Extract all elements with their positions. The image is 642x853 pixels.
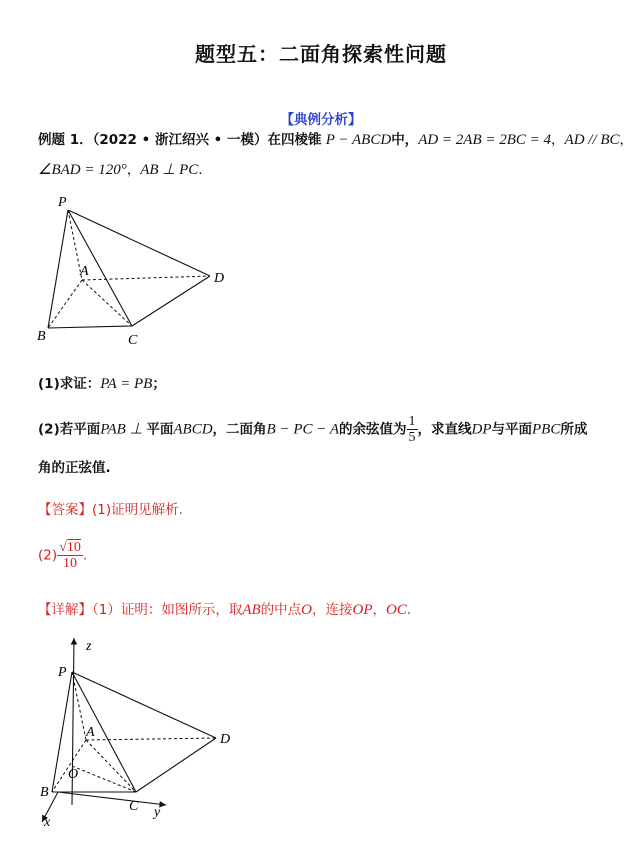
part2-plane3: PBC	[532, 421, 561, 438]
section-heading: 【典例分析】	[280, 112, 362, 128]
part2-c: ，二面角	[212, 421, 267, 438]
pyramid-figure-1	[30, 188, 250, 353]
edge2-CD	[136, 738, 216, 792]
part2-frac-num: 1	[408, 414, 416, 429]
label2-C: C	[129, 799, 139, 814]
detail-l2: OC	[386, 602, 407, 618]
edge-BC	[48, 326, 132, 328]
detail-pt: O	[301, 602, 313, 618]
answer2-fraction	[57, 540, 83, 571]
problem-eq4: AB ⊥ PC	[140, 162, 199, 178]
label2-D: D	[220, 732, 231, 747]
part2-angle: B − PC − A	[266, 421, 340, 438]
problem-mid: 中，	[391, 132, 419, 148]
detail-text3: ，连接	[312, 602, 353, 618]
problem-solid: P − ABCD	[325, 132, 392, 148]
label-C: C	[128, 333, 138, 348]
part2-g: 所成	[560, 421, 588, 438]
answer2-end: .	[82, 547, 88, 564]
part2-b: 平面	[146, 421, 174, 438]
answer-label: 【答案】	[38, 502, 92, 518]
edge-AB	[48, 280, 82, 328]
edge2-OC	[72, 766, 136, 792]
problem-sep2: ，	[619, 132, 634, 148]
answer-text: (1)证明见解析.	[92, 502, 183, 518]
edge2-PC	[72, 672, 136, 792]
problem-eq2: AD // BC	[564, 132, 620, 148]
label2-B: B	[40, 785, 49, 800]
problem-eq1: AD = 2AB = 2BC = 4	[418, 132, 552, 148]
problem-prefix: 例题 1．（2022 • 浙江绍兴 • 一模）在四棱锥	[38, 132, 322, 148]
answer2-line	[38, 540, 87, 571]
part2-line: DP	[471, 421, 492, 438]
part2-fraction	[407, 414, 418, 445]
part1-end: ；	[152, 376, 166, 392]
answer2-label: (2)	[38, 547, 58, 564]
part2-frac-den: 5	[408, 430, 416, 445]
problem-sep3: ，	[126, 162, 141, 178]
detail-line	[38, 598, 411, 619]
detail-text1: （1）证明：如图所示，取	[92, 602, 243, 618]
edge2-AB	[52, 740, 86, 792]
edge2-PA	[72, 672, 86, 740]
detail-text4: ，	[372, 602, 387, 618]
problem-line-1	[38, 128, 633, 149]
axis-y	[58, 792, 166, 805]
edge-AC	[82, 280, 132, 326]
problem-end: .	[198, 162, 203, 178]
part1-line	[38, 372, 166, 393]
edge-PD	[68, 210, 210, 276]
part1-formula: PA = PB	[100, 376, 153, 392]
part2-d: 的余弦值为	[339, 421, 407, 438]
answer-line	[38, 498, 183, 518]
part2-plane1: PAB	[100, 421, 126, 438]
answer2-numerator: √10	[59, 540, 81, 555]
detail-text2: 的中点	[260, 602, 302, 618]
detail-seg: AB	[242, 602, 261, 618]
answer2-sqrt-value: 10	[66, 540, 81, 555]
detail-l1: OP	[352, 602, 373, 618]
edge-PC	[68, 210, 132, 326]
pyramid-figure-2	[28, 630, 258, 830]
label-A: A	[80, 264, 89, 279]
answer2-denominator: 10	[62, 556, 77, 571]
problem-eq3: ∠BAD = 120°	[38, 162, 127, 178]
part2-a: (2)若平面	[38, 421, 101, 438]
label2-y: y	[154, 805, 161, 820]
part2-line-1	[38, 414, 587, 445]
part2-line-2: 角的正弦值.	[38, 460, 111, 476]
label2-z: z	[86, 639, 92, 654]
part2-f: 与平面	[491, 421, 533, 438]
part2-perp: ⊥	[125, 421, 147, 438]
label-B: B	[37, 329, 46, 344]
edge-AD	[82, 276, 210, 280]
edge-PB	[48, 210, 68, 328]
detail-end: .	[406, 602, 412, 618]
label2-A: A	[86, 725, 95, 740]
label2-P: P	[58, 665, 67, 680]
edge2-AC	[86, 740, 136, 792]
part1-label: (1)求证：	[38, 376, 101, 392]
detail-label: 【详解】	[38, 602, 92, 618]
label-P: P	[58, 195, 67, 210]
edge-CD	[132, 276, 210, 326]
label-D: D	[214, 271, 225, 286]
label2-O: O	[68, 767, 79, 782]
part2-e: ，求直线	[417, 421, 472, 438]
part2-plane2: ABCD	[173, 421, 213, 438]
label2-x: x	[44, 815, 51, 830]
problem-sep1: ，	[551, 132, 565, 148]
problem-line-2	[38, 158, 203, 179]
edge2-AD	[86, 738, 216, 740]
page-title: 题型五：二面角探索性问题	[195, 42, 447, 66]
